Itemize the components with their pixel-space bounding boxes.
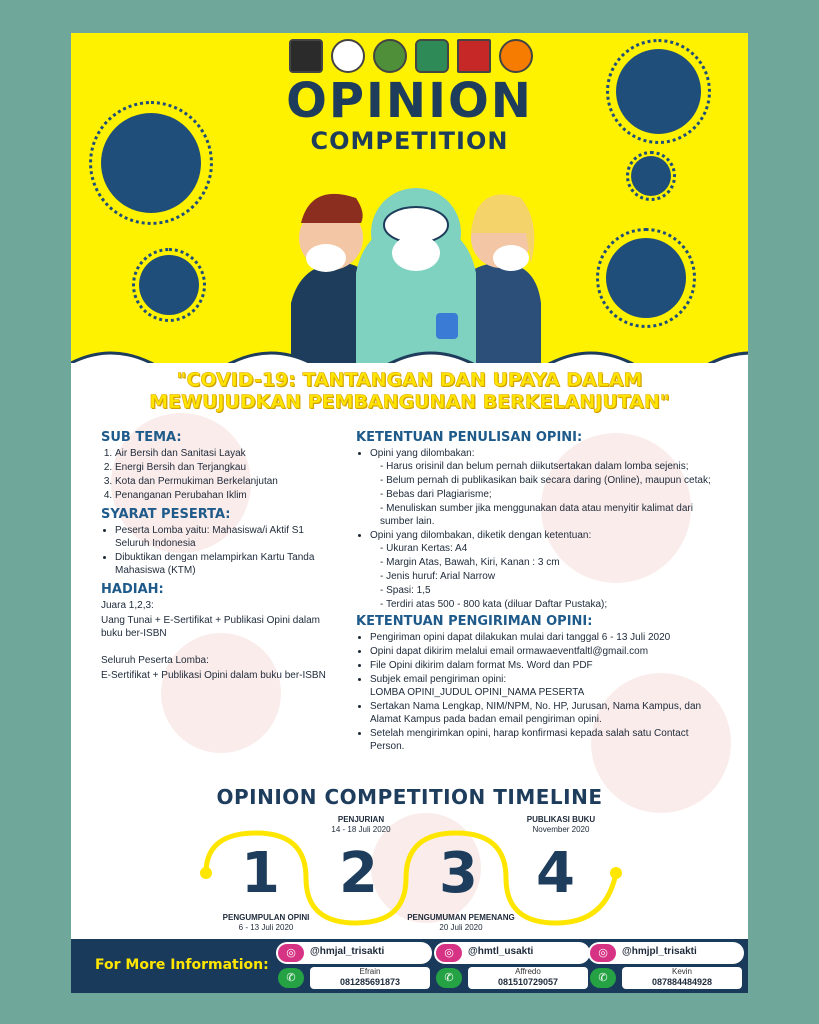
list-item: • Dibuktikan dengan melampirkan Kartu Tanda Mahasiswa (KTM) [115, 551, 341, 577]
juara-label: Juara 1,2,3: [101, 600, 154, 611]
virus-icon [101, 113, 201, 213]
timeline-label-2-date: 14 - 18 Juli 2020 [331, 825, 391, 834]
list-item: - Harus orisinil dan belum pernah diikutsertakan dalam lomba sejenis; [380, 460, 716, 473]
syarat-list [101, 524, 341, 577]
contact-card [276, 942, 432, 990]
subject-label: Subjek email pengiriman opini: [370, 674, 507, 685]
list-item: • File Opini dikirim dalam format Ms. Word dan PDF [370, 659, 716, 672]
list-item: 4. Penanganan Perubahan Iklim [115, 489, 341, 502]
wave-divider [71, 333, 748, 363]
contact-person[interactable] [468, 967, 588, 989]
list-item: • Sertakan Nama Lengkap, NIM/NPM, No. HP, Jurusan, Nama Kampus, dan Alamat Kampus pada badan email pengiriman opini. [370, 700, 716, 726]
penulisan-item1: Opini yang dilombakan: [370, 448, 475, 459]
wayang-logo-icon [289, 39, 323, 73]
list-item: - Bebas dari Plagiarisme; [380, 488, 716, 501]
contact-person[interactable] [310, 967, 430, 989]
right-column [356, 431, 716, 759]
list-item: - Belum pernah di publikasikan baik secara daring (Online), maupun cetak; [380, 474, 716, 487]
instagram-icon: ◎ [278, 944, 304, 962]
instagram-handle[interactable] [276, 942, 432, 964]
timeline-step-1: 1 [241, 841, 280, 906]
whatsapp-icon: ✆ [590, 968, 616, 988]
seluruh-text: E-Sertifikat + Publikasi Opini dalam buku ber-ISBN [101, 670, 326, 681]
timeline-label-4 [501, 815, 621, 835]
list-item: • Peserta Lomba yaitu: Mahasiswa/i Aktif S1 Seluruh Indonesia [115, 524, 341, 550]
contact-name: Affredo [515, 967, 541, 976]
timeline-label-2 [296, 815, 426, 835]
poster [71, 33, 748, 993]
penulisan-list [356, 447, 716, 611]
medical-workers-illustration [271, 153, 561, 363]
timeline-label-3-title: PENGUMUMAN PEMENANG [407, 913, 515, 922]
contact-person[interactable] [622, 967, 742, 989]
contact-name: Kevin [671, 967, 692, 976]
timeline-title: OPINION COMPETITION TIMELINE [216, 785, 603, 809]
list-item [370, 529, 716, 611]
instagram-handle[interactable] [434, 942, 590, 964]
contact-card [434, 942, 590, 990]
timeline-label-1 [201, 913, 331, 933]
penulisan-sublist2 [370, 542, 716, 611]
timeline-label-4-title: PUBLIKASI BUKU [526, 815, 596, 824]
virus-icon [631, 156, 671, 196]
list-item: - Margin Atas, Bawah, Kiri, Kanan : 3 cm [380, 556, 716, 569]
shield-logo-icon [457, 39, 491, 73]
contact-phone: 087884484928 [651, 977, 713, 987]
left-column [101, 431, 341, 684]
list-item [370, 447, 716, 528]
sponsor-logos [289, 39, 533, 73]
timeline-label-1-date: 6 - 13 Juli 2020 [238, 923, 294, 932]
contact-card [588, 942, 744, 990]
timeline-label-4-date: November 2020 [532, 825, 590, 834]
list-item: 1. Air Bersih dan Sanitasi Layak [115, 447, 341, 460]
theme-headline [71, 369, 748, 413]
timeline-label-1-title: PENGUMPULAN OPINI [222, 913, 310, 922]
timeline-step-4: 4 [536, 841, 575, 906]
timeline-label-3-date: 20 Juli 2020 [439, 923, 483, 932]
seluruh-label: Seluruh Peserta Lomba: [101, 655, 209, 666]
timeline-step-2: 2 [339, 841, 378, 906]
list-item: • Pengiriman opini dapat dilakukan mulai dari tanggal 6 - 13 Juli 2020 [370, 631, 716, 644]
green-leaf-logo-icon [415, 39, 449, 73]
list-item: - Terdiri atas 500 - 800 kata (diluar Daftar Pustaka); [380, 598, 716, 611]
contact-phone: 081285691873 [339, 977, 401, 987]
timeline-step-3: 3 [439, 841, 478, 906]
list-item: • Setelah mengirimkan opini, harap konfirmasi kepada salah satu Contact Person. [370, 727, 716, 753]
timeline-label-3 [391, 913, 531, 933]
headline-line1: "COVID-19: TANTANGAN DAN UPAYA DALAM [176, 369, 643, 391]
footer-title: For More Information: [95, 957, 269, 973]
instagram-handle-text: @hmjal_trisakti [310, 946, 385, 957]
syarat-heading: SYARAT PESERTA: [101, 507, 231, 522]
subtema-list [101, 447, 341, 502]
hero-banner [71, 33, 748, 363]
title-opinion: OPINION [286, 73, 533, 129]
timeline-label-2-title: PENJURIAN [337, 815, 385, 824]
virus-icon [606, 238, 686, 318]
list-item: - Jenis huruf: Arial Narrow [380, 570, 716, 583]
pengiriman-heading: KETENTUAN PENGIRIMAN OPINI: [356, 614, 593, 629]
list-item: 2. Energi Bersih dan Terjangkau [115, 461, 341, 474]
list-item: • Opini dapat dikirim melalui email ormawaeventfaltl@gmail.com [370, 645, 716, 658]
virus-icon [139, 255, 199, 315]
whatsapp-icon: ✆ [278, 968, 304, 988]
penulisan-sublist1 [370, 460, 716, 528]
headline-line2: MEWUJUDKAN PEMBANGUNAN BERKELANJUTAN" [149, 391, 670, 413]
virus-icon [616, 49, 701, 134]
triangle-logo-icon [331, 39, 365, 73]
list-item: 3. Kota dan Permukiman Berkelanjutan [115, 475, 341, 488]
title-competition: COMPETITION [310, 127, 509, 155]
footer-info [71, 939, 748, 993]
instagram-icon: ◎ [436, 944, 462, 962]
contact-phone: 081510729057 [497, 977, 559, 987]
pengiriman-list [356, 631, 716, 753]
penulisan-heading: KETENTUAN PENULISAN OPINI: [356, 430, 583, 445]
seal-logo-icon [373, 39, 407, 73]
instagram-handle[interactable] [588, 942, 744, 964]
list-item: - Menuliskan sumber jika menggunakan data atau menyitir kalimat dari sumber lain. [380, 502, 716, 528]
list-item [370, 673, 716, 699]
subject-format: LOMBA OPINI_JUDUL OPINI_NAMA PESERTA [370, 687, 585, 698]
whatsapp-icon: ✆ [436, 968, 462, 988]
hadiah-heading: HADIAH: [101, 582, 164, 597]
contact-name: Efrain [359, 967, 381, 976]
list-item: - Spasi: 1,5 [380, 584, 716, 597]
instagram-handle-text: @hmjpl_trisakti [622, 946, 697, 957]
penulisan-item2: Opini yang dilombakan, diketik dengan ketentuan: [370, 530, 592, 541]
subtema-heading: SUB TEMA: [101, 430, 182, 445]
juara-text: Uang Tunai + E-Sertifikat + Publikasi Opini dalam buku ber-ISBN [101, 615, 320, 639]
instagram-icon: ◎ [590, 944, 616, 962]
trisakti-logo-icon [499, 39, 533, 73]
list-item: - Ukuran Kertas: A4 [380, 542, 716, 555]
instagram-handle-text: @hmtl_usakti [468, 946, 534, 957]
